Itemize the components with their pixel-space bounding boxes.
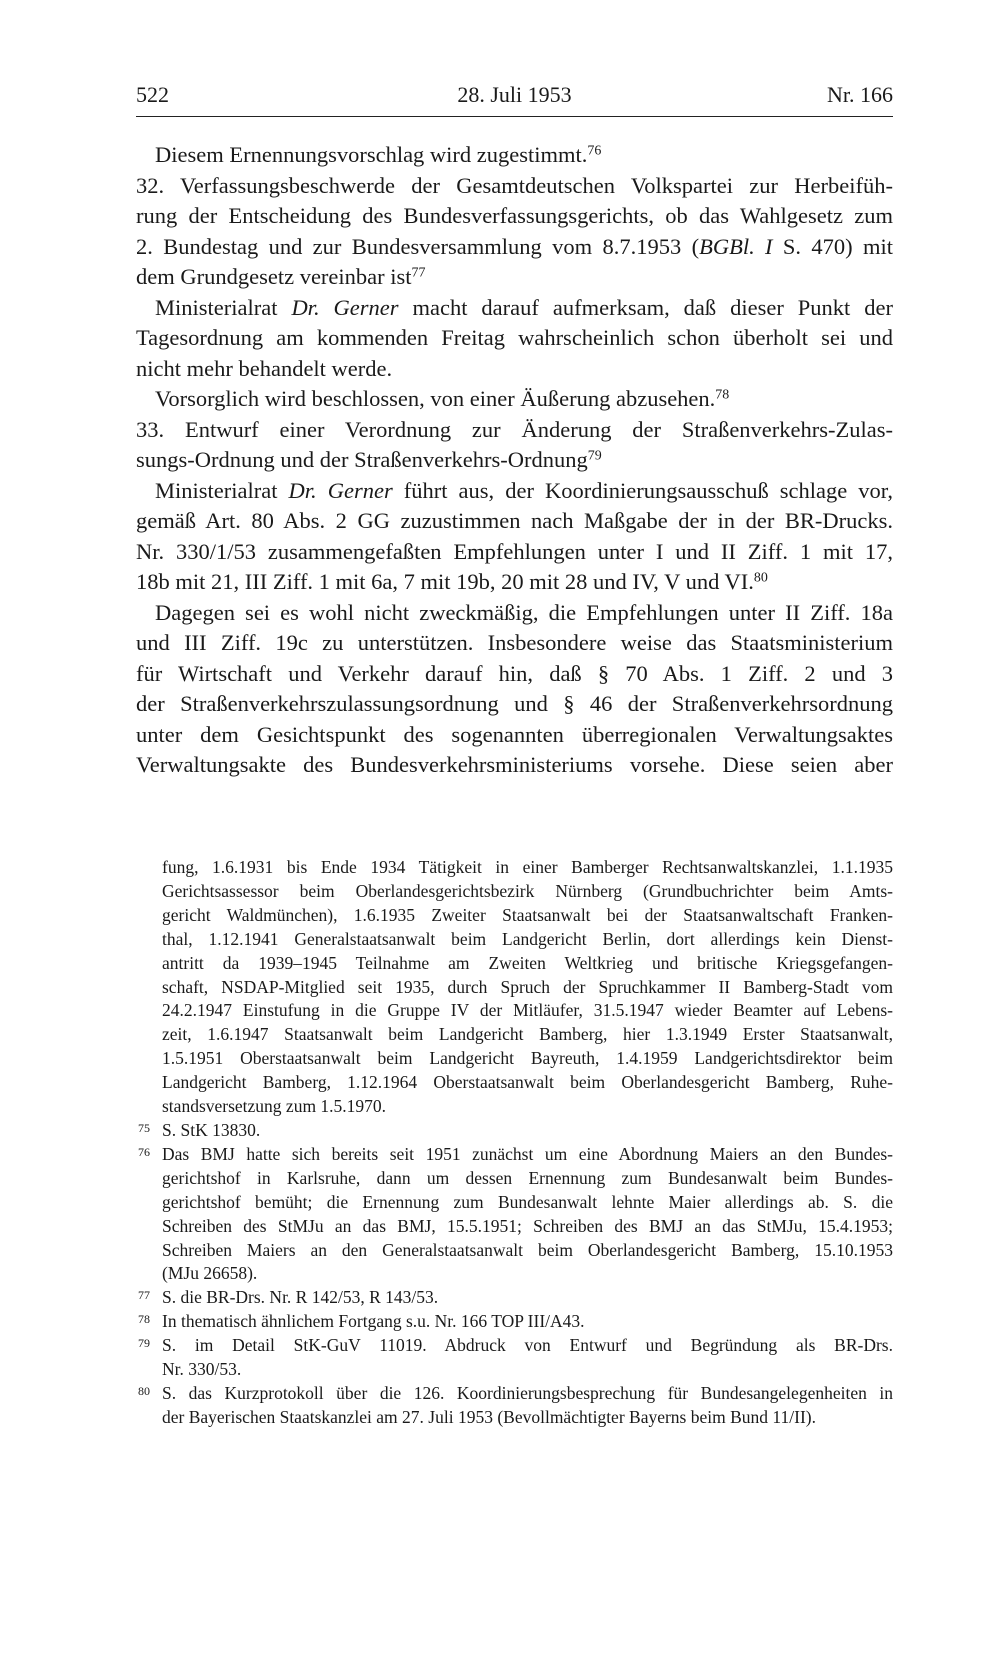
footnote-continuation: [136, 856, 893, 1119]
text-line: [136, 232, 893, 263]
text-line: [136, 262, 893, 293]
footnote-line: schaft, NSDAP-Mitglied seit 1935, durch Spruch der Spruchkammer II Bamberg-Stadt vom: [162, 976, 893, 997]
text: 18b mit 21, III Ziff. 1 mit 6a, 7 mit 19b, 20 mit 28 und IV, V und VI.: [136, 569, 754, 594]
header-date: 28. Juli 1953: [457, 82, 572, 107]
footnote-line: thal, 1.12.1941 Generalstaatsanwalt beim Landgericht Berlin, dort allerdings kein Dienst-: [162, 928, 893, 949]
text: führt aus, der Koordinierungsausschuß schlage vor,: [392, 477, 894, 503]
footnote-76: [136, 1143, 893, 1286]
text-line: Tagesordnung am kommenden Freitag wahrscheinlich schon überholt sei und: [136, 325, 893, 350]
text-line: gemäß Art. 80 Abs. 2 GG zuzustimmen nach Maßgabe der in der BR-Drucks.: [136, 508, 893, 533]
footnote-line: Schreiben des StMJu an das BMJ, 15.5.1951; Schreiben des BMJ an das StMJu, 15.4.1953;: [162, 1215, 893, 1236]
footnote-line: Schreiben Maiers an den Generalstaatsanwalt beim Oberlandesgericht Bamberg, 15.10.1953: [162, 1239, 893, 1260]
person-name: Dr. Gerner: [291, 294, 399, 320]
footnote-77: [136, 1286, 893, 1310]
text: sungs-Ordnung und der Straßenverkehrs-Ordnung: [136, 447, 588, 472]
footnote-line: gerichtshof in Karlsruhe, dann um dessen Ernennung zum Bundesanwalt beim Bundes-: [162, 1167, 893, 1188]
text-line: Verwaltungsakte des Bundesverkehrsministeriums vorsehe. Diese seien aber: [136, 752, 893, 777]
footnote-number: 78: [138, 1312, 150, 1327]
footnote-number: 76: [138, 1144, 150, 1159]
footnote-line: In thematisch ähnlichem Fortgang s.u. Nr. 166 TOP III/A43.: [162, 1311, 585, 1332]
footnote-line: S. das Kurzprotokoll über die 126. Koordinierungsbesprechung für Bundesangelegenheiten in: [162, 1382, 893, 1403]
footnote-line: Landgericht Bamberg, 1.12.1964 Oberstaatsanwalt beim Oberlandesgericht Bamberg, Ruhe-: [162, 1072, 893, 1093]
footnote-80: [136, 1382, 893, 1430]
text: 2. Bundestag und zur Bundesversammlung vom 8.7.1953 (: [136, 233, 700, 259]
footnote-ref-76[interactable]: 76: [587, 143, 602, 159]
text-line: der Straßenverkehrszulassungsordnung und § 46 der Straßenverkehrsordnung: [136, 691, 893, 716]
text: Diesem Ernennungsvorschlag wird zugestimmt.: [155, 142, 588, 167]
text-line: [136, 445, 893, 476]
paragraph-gerner-1: [136, 293, 893, 385]
text: macht darauf aufmerksam, daß dieser Punkt der: [398, 294, 894, 320]
text: S. 470) mit: [772, 233, 894, 259]
footnote-number: 79: [138, 1336, 150, 1351]
footnote-line: S. im Detail StK-GuV 11019. Abdruck von Entwurf und Begründung als BR-Drs.: [162, 1335, 893, 1356]
paragraph-objection: [136, 598, 893, 781]
footnote-line: gerichtshof bemüht; die Ernennung zum Bundesanwalt lehnte Maier allerdings ab. S. die: [162, 1191, 893, 1212]
text: dem Grundgesetz vereinbar ist: [136, 264, 412, 289]
footnote-line: S. die BR-Drs. Nr. R 142/53, R 143/53.: [162, 1287, 439, 1308]
footnote-line: fung, 1.6.1931 bis Ende 1934 Tätigkeit in einer Bamberger Rechtsanwaltskanzlei, 1.1.1935: [162, 857, 893, 877]
footnotes-section: [136, 856, 893, 1430]
text-line: 32. Verfassungsbeschwerde der Gesamtdeutschen Volkspartei zur Herbeifüh-: [136, 172, 893, 198]
running-header: [136, 80, 893, 117]
text-line: 33. Entwurf einer Verordnung zur Änderung der Straßenverkehrs-Zulas-: [136, 416, 893, 442]
footnote-75: [136, 1119, 893, 1143]
text-line: unter dem Gesichtspunkt des sogenannten überregionalen Verwaltungsaktes: [136, 721, 893, 747]
footnote-line: standsversetzung zum 1.5.1970.: [162, 1096, 387, 1117]
text-line: für Wirtschaft und Verkehr darauf hin, daß § 70 Abs. 1 Ziff. 2 und 3: [136, 660, 893, 686]
text-line: [136, 567, 893, 598]
person-name: Dr. Gerner: [288, 477, 393, 503]
text-line: Nr. 330/1/53 zusammengefaßten Empfehlungen unter I und II Ziff. 1 mit 17,: [136, 538, 893, 564]
footnote-ref-79[interactable]: 79: [587, 448, 602, 464]
text: Ministerialrat: [155, 477, 289, 503]
text: Ministerialrat: [155, 294, 292, 320]
footnote-line: der Bayerischen Staatskanzlei am 27. Juli 1953 (Bevollmächtigter Bayerns beim Bund 11/II).: [162, 1406, 816, 1427]
text-line: nicht mehr behandelt werde.: [136, 355, 393, 381]
footnote-line: (MJu 26658).: [162, 1263, 258, 1284]
footnote-line: 1.5.1951 Oberstaatsanwalt beim Landgericht Bayreuth, 1.4.1959 Landgerichtsdirektor beim: [162, 1048, 893, 1069]
main-text: [136, 140, 893, 781]
footnote-ref-77[interactable]: 77: [411, 265, 426, 281]
footnote-line: antritt da 1939–1945 Teilnahme am Zweiten Weltkrieg und britische Kriegsgefangen-: [162, 952, 893, 973]
paragraph-gerner-2: [136, 476, 893, 598]
text-line: rung der Entscheidung des Bundesverfassungsgerichts, ob das Wahlgesetz zum: [136, 203, 893, 228]
footnote-number: 80: [138, 1383, 150, 1398]
footnote-79: [136, 1334, 893, 1382]
footnote-ref-80[interactable]: 80: [753, 570, 768, 586]
footnote-line: zeit, 1.6.1947 Staatsanwalt beim Landgericht Bamberg, hier 1.3.1949 Erster Staatsanwalt,: [162, 1024, 893, 1045]
text-line: [136, 293, 893, 324]
text-line: [136, 476, 893, 507]
footnote-ref-78[interactable]: 78: [715, 387, 730, 403]
text-line: und III Ziff. 19c zu unterstützen. Insbesondere weise das Staatsministerium: [136, 630, 893, 655]
footnote-line: 24.2.1947 Einstufung in die Gruppe IV der Mitläufer, 31.5.1947 wieder Beamter auf Lebens-: [162, 1000, 893, 1021]
paragraph-decision: [136, 384, 893, 415]
footnote-line: Das BMJ hatte sich bereits seit 1951 zunächst um eine Abordnung Maiers an den Bundes-: [162, 1143, 893, 1164]
footnote-number: 75: [138, 1120, 150, 1135]
document-number: Nr. 166: [827, 82, 893, 107]
citation-italic: BGBl. I: [699, 233, 773, 259]
text-line: Dagegen sei es wohl nicht zweckmäßig, die Empfehlungen unter II Ziff. 18a: [155, 599, 893, 625]
paragraph-approval: [136, 140, 893, 171]
footnote-line: gericht Waldmünchen), 1.6.1935 Zweiter Staatsanwalt bei der Staatsanwaltschaft Franken-: [162, 904, 893, 925]
footnote-number: 77: [138, 1288, 150, 1303]
footnote-78: [136, 1310, 893, 1334]
agenda-item-33: [136, 415, 893, 476]
footnote-line: S. StK 13830.: [162, 1119, 261, 1140]
footnote-line: Gerichtsassessor beim Oberlandesgerichtsbezirk Nürnberg (Grundbuchrichter beim Amts-: [162, 880, 893, 901]
page-number: 522: [136, 82, 169, 107]
footnote-line: Nr. 330/53.: [162, 1359, 242, 1380]
agenda-item-32: [136, 171, 893, 293]
text: Vorsorglich wird beschlossen, von einer Äußerung abzusehen.: [155, 386, 716, 411]
